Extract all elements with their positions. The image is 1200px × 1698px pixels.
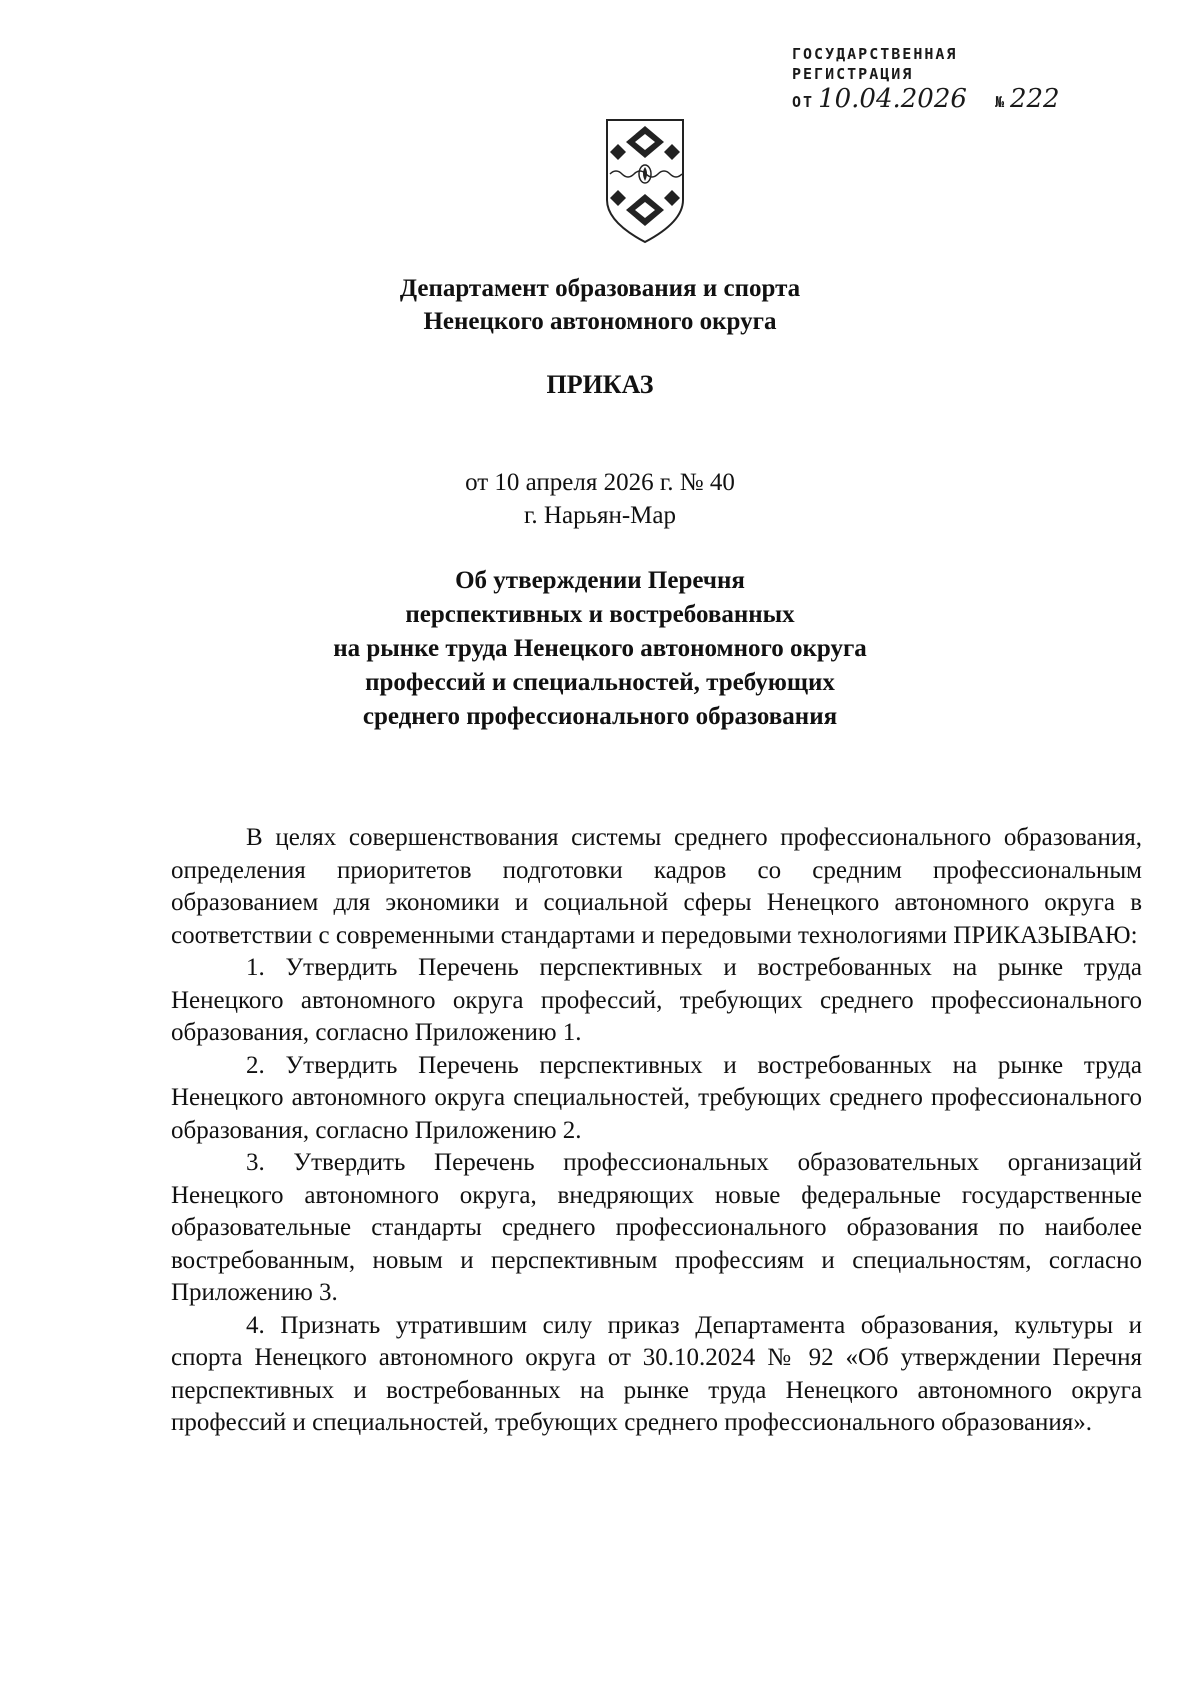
subject-line-5: среднего профессионального образования (362, 703, 838, 730)
subject-line-4: профессий и специальностей, требующих (365, 669, 835, 696)
preamble-paragraph: В целях совершенствования системы среднего профессионального образования, определения приоритетов подготовки кадров со средним профессиональным образованием для экономики и социальной сферы Ненецкого автономного округа в соответствии с современными стандартами и передовыми технологиями ПРИКАЗЫВАЮ: (171, 824, 1142, 949)
department-line-2: Ненецкого автономного округа (423, 308, 777, 335)
department-name (0, 272, 1200, 338)
subject-line-1: Об утверждении Перечня (455, 567, 745, 594)
order-item-1: 1. Утвердить Перечень перспективных и востребованных на рынке труда Ненецкого автономного округа профессий, требующих среднего профессионального образования, согласно Приложению 1. (171, 954, 1142, 1046)
order-item-2: 2. Утвердить Перечень перспективных и востребованных на рынке труда Ненецкого автономного округа специальностей, требующих среднего профессионального образования, согласно Приложению 2. (171, 1051, 1142, 1144)
subject-line-2: перспективных и востребованных (405, 601, 795, 628)
order-date-number: от 10 апреля 2026 г. № 40 (465, 469, 735, 496)
stamp-date-row (792, 84, 1092, 114)
stamp-number-label: № (994, 93, 1006, 111)
stamp-line-1: ГОСУДАРСТВЕННАЯ (792, 45, 958, 63)
date-and-place (0, 466, 1200, 532)
registration-stamp (792, 44, 1092, 114)
coat-of-arms-icon (604, 118, 686, 244)
stamp-line-2: РЕГИСТРАЦИЯ (792, 65, 914, 83)
stamp-number-handwritten: 222 (1009, 84, 1060, 114)
order-body (171, 822, 1142, 1440)
order-subject (0, 564, 1200, 734)
subject-line-3: на рынке труда Ненецкого автономного округа (333, 635, 867, 662)
department-line-1: Департамент образования и спорта (399, 275, 801, 302)
order-place: г. Нарьян-Мар (523, 502, 676, 529)
order-item-3: 3. Утвердить Перечень профессиональных образовательных организаций Ненецкого автономного округа, внедряющих новые федеральные государственные образовательные стандарты среднего профессионального образования по наиболее востребованным, новым и перспективным профессиям и специальностям, согласно Приложению 3. (171, 1149, 1142, 1306)
order-item-4: 4. Признать утратившим силу приказ Департамента образования, культуры и спорта Ненецкого автономного округа от 30.10.2024 № 92 «Об утверждении Перечня перспективных и востребованных на рынке труда Ненецкого автономного округа профессий и специальностей, требующих среднего профессионального образования». (171, 1311, 1142, 1436)
stamp-date-prefix: ОТ (792, 93, 815, 111)
document-type: ПРИКАЗ (546, 370, 654, 399)
stamp-date-handwritten: 10.04.2026 (818, 84, 967, 114)
